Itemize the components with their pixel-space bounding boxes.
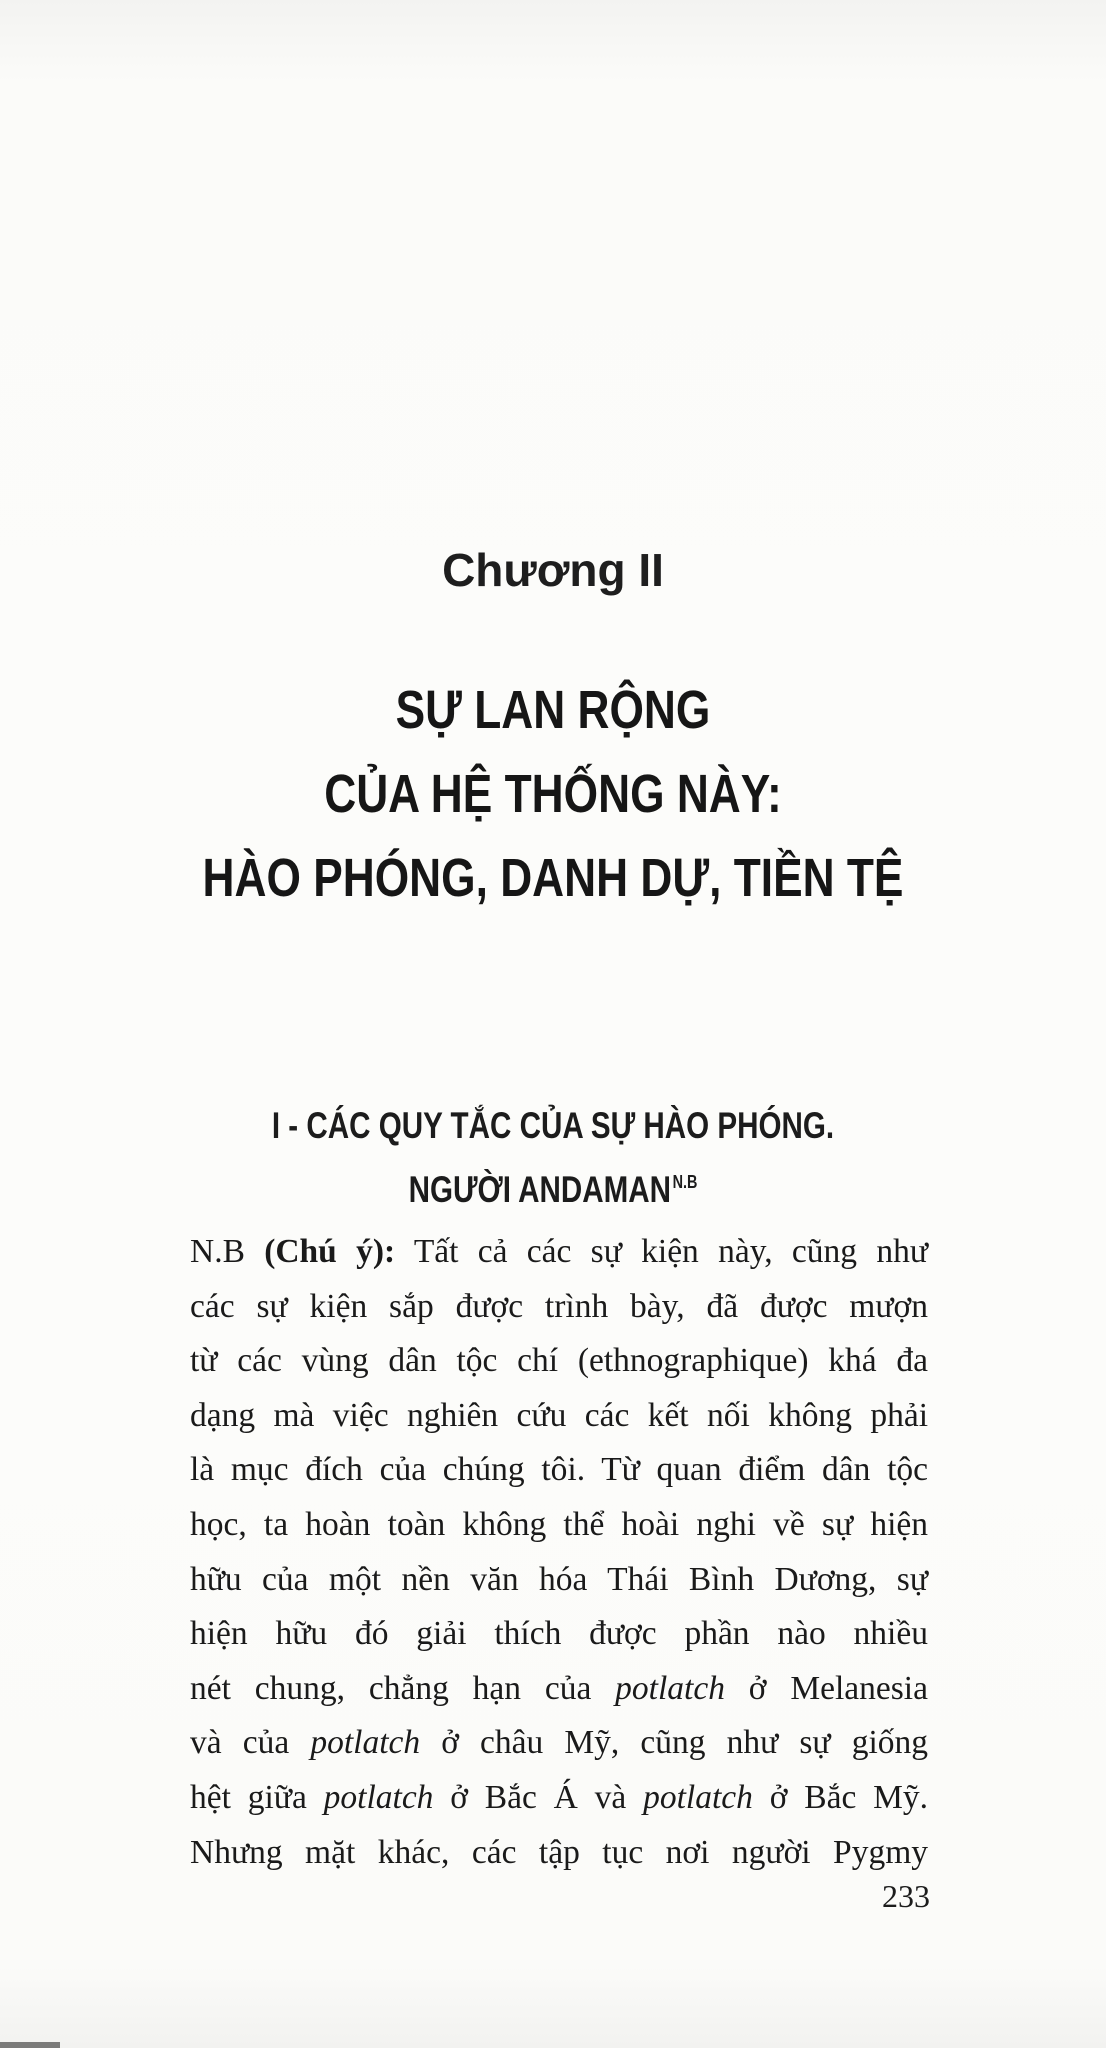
- italic-term: potlatch: [323, 1778, 434, 1816]
- note-prefix: N.B: [190, 1233, 245, 1270]
- section-heading-text: NGƯỜI ANDAMAN: [408, 1169, 672, 1210]
- section-heading-line-1: I - CÁC QUY TẮC CỦA SỰ HÀO PHÓNG.: [271, 1105, 835, 1146]
- page-number: 233: [882, 1878, 930, 1914]
- chapter-title-line-3: HÀO PHÓNG, DANH DỰ, TIỀN TỆ: [202, 848, 904, 908]
- chapter-title: [100, 668, 1007, 920]
- body-line: hữu của một nền văn hóa Thái Bình Dương, sự: [190, 1560, 928, 1598]
- section-heading: [111, 1098, 996, 1218]
- body-line: dạng mà việc nghiên cứu các kết nối không phải: [190, 1396, 928, 1434]
- body-line: Nhưng mặt khác, các tập tục nơi người Pygmy: [190, 1833, 928, 1871]
- italic-term: potlatch: [643, 1778, 753, 1816]
- page-edge-shadow: [0, 2042, 60, 2048]
- body-line: học, ta hoàn toàn không thể hoài nghi về sự hiện: [190, 1505, 928, 1543]
- note-label: (Chú ý):: [264, 1233, 396, 1270]
- italic-term: potlatch: [615, 1669, 725, 1707]
- section-heading-line-2: [111, 1154, 996, 1218]
- body-line: nét chung, chẳng hạn của potlatch ở Melanesia: [190, 1669, 928, 1707]
- body-line: và của potlatch ở châu Mỹ, cũng như sự giống: [190, 1724, 929, 1762]
- chapter-title-line-2: CỦA HỆ THỐNG NÀY:: [324, 764, 782, 824]
- body-line: các sự kiện sắp được trình bày, đã được mượn: [190, 1287, 928, 1325]
- body-line: hiện hữu đó giải thích được phần nào nhiều: [190, 1615, 928, 1653]
- chapter-title-line-1: SỰ LAN RỘNG: [395, 680, 711, 740]
- italic-term: potlatch: [310, 1724, 421, 1762]
- body-line: hệt giữa potlatch ở Bắc Á và potlatch ở Bắc Mỹ.: [190, 1778, 929, 1816]
- body-line: là mục đích của chúng tôi. Từ quan điểm dân tộc: [190, 1451, 928, 1489]
- body-line: từ các vùng dân tộc chí (ethnographique) khá đa: [190, 1342, 928, 1380]
- body-paragraph: [190, 1225, 928, 1880]
- section-note-mark: N.B: [672, 1172, 698, 1192]
- chapter-label: Chương II: [442, 544, 664, 596]
- body-line: N.B (Chú ý): Tất cả các sự kiện này, cũng như: [190, 1233, 928, 1270]
